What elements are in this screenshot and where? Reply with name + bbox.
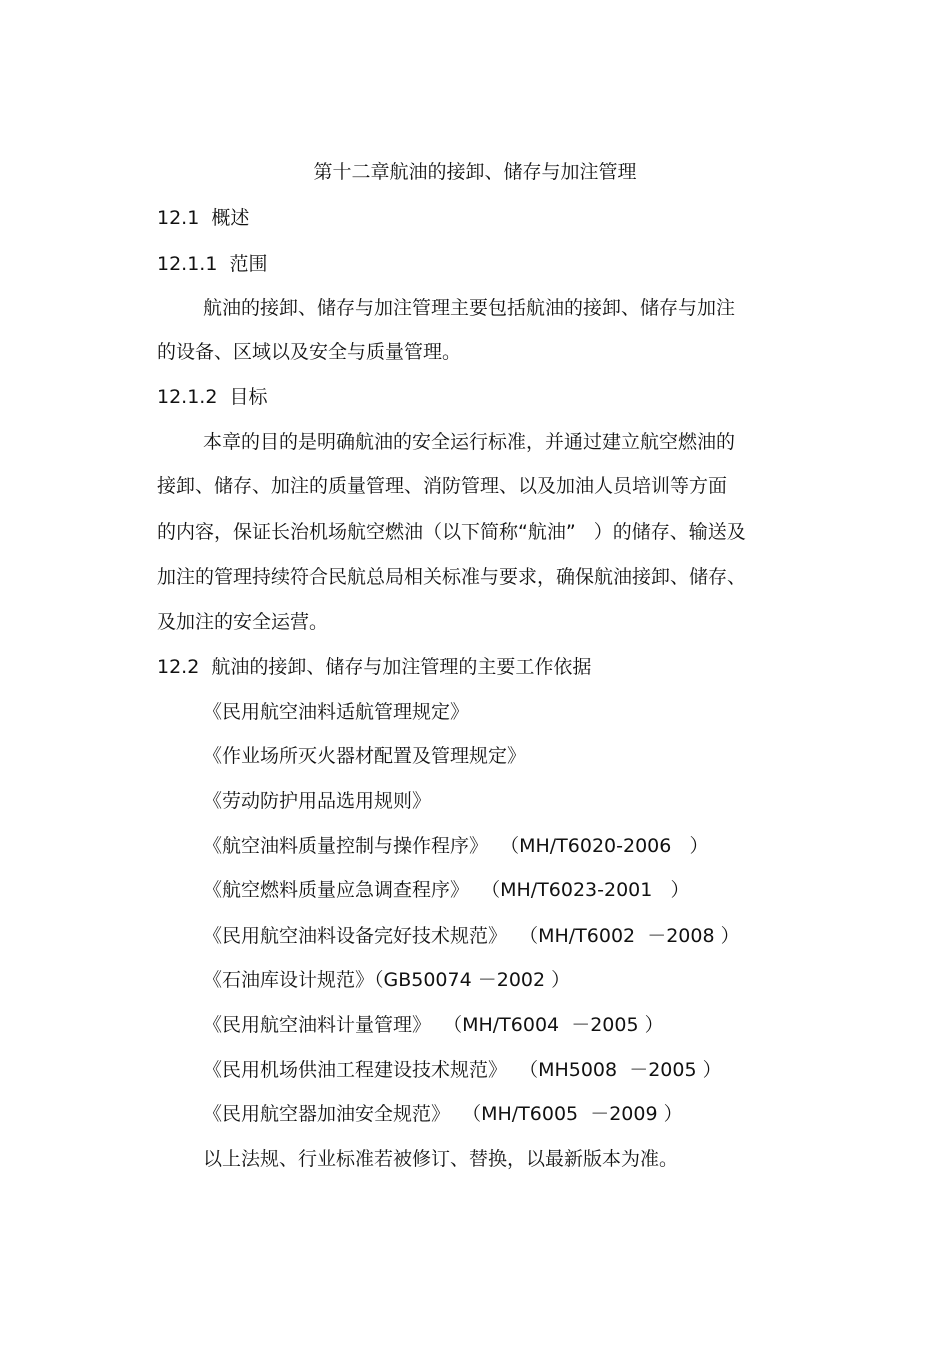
goal-paragraph-line: 的内容，保证长治机场航空燃油（以下简称“航油” ）的储存、输送及: [157, 521, 746, 543]
goal-paragraph-line: 及加注的安全运营。: [157, 611, 329, 633]
section-heading-12-1-2: 12.1.2 目标: [157, 386, 268, 408]
reference-item: 《航空油料质量控制与操作程序》 （MH/T6020-2006 ）: [203, 835, 709, 857]
scope-paragraph-line: 的设备、区域以及安全与质量管理。: [157, 341, 462, 363]
section-heading-12-1-1: 12.1.1 范围: [157, 253, 268, 275]
reference-item: 《石油库设计规范》（GB50074 －2002 ）: [203, 969, 571, 991]
reference-item: 《民用航空器加油安全规范》 （MH/T6005 －2009 ）: [203, 1103, 683, 1125]
goal-paragraph-line: 接卸、储存、加注的质量管理、消防管理、以及加油人员培训等方面: [157, 475, 728, 497]
reference-item: 《民用航空油料计量管理》 （MH/T6004 －2005 ）: [203, 1014, 664, 1036]
chapter-title: 第十二章航油的接卸、储存与加注管理: [313, 161, 637, 183]
goal-paragraph-line: 本章的目的是明确航油的安全运行标准，并通过建立航空燃油的: [203, 431, 736, 453]
section-heading-12-1: 12.1 概述: [157, 207, 250, 229]
scope-paragraph-line: 航油的接卸、储存与加注管理主要包括航油的接卸、储存与加注: [203, 297, 736, 319]
reference-item: 《民用航空油料适航管理规定》: [203, 701, 470, 723]
reference-item: 《作业场所灭火器材配置及管理规定》: [203, 745, 527, 767]
section-heading-12-2: 12.2 航油的接卸、储存与加注管理的主要工作依据: [157, 656, 592, 678]
reference-item: 《劳动防护用品选用规则》: [203, 790, 432, 812]
closing-note: 以上法规、行业标准若被修订、替换，以最新版本为准。: [203, 1148, 679, 1170]
reference-item: 《民用机场供油工程建设技术规范》 （MH5008 －2005 ）: [203, 1059, 722, 1081]
goal-paragraph-line: 加注的管理持续符合民航总局相关标准与要求，确保航油接卸、储存、: [157, 566, 747, 588]
reference-item: 《航空燃料质量应急调查程序》 （MH/T6023-2001 ）: [203, 879, 690, 901]
reference-item: 《民用航空油料设备完好技术规范》 （MH/T6002 －2008 ）: [203, 925, 740, 947]
